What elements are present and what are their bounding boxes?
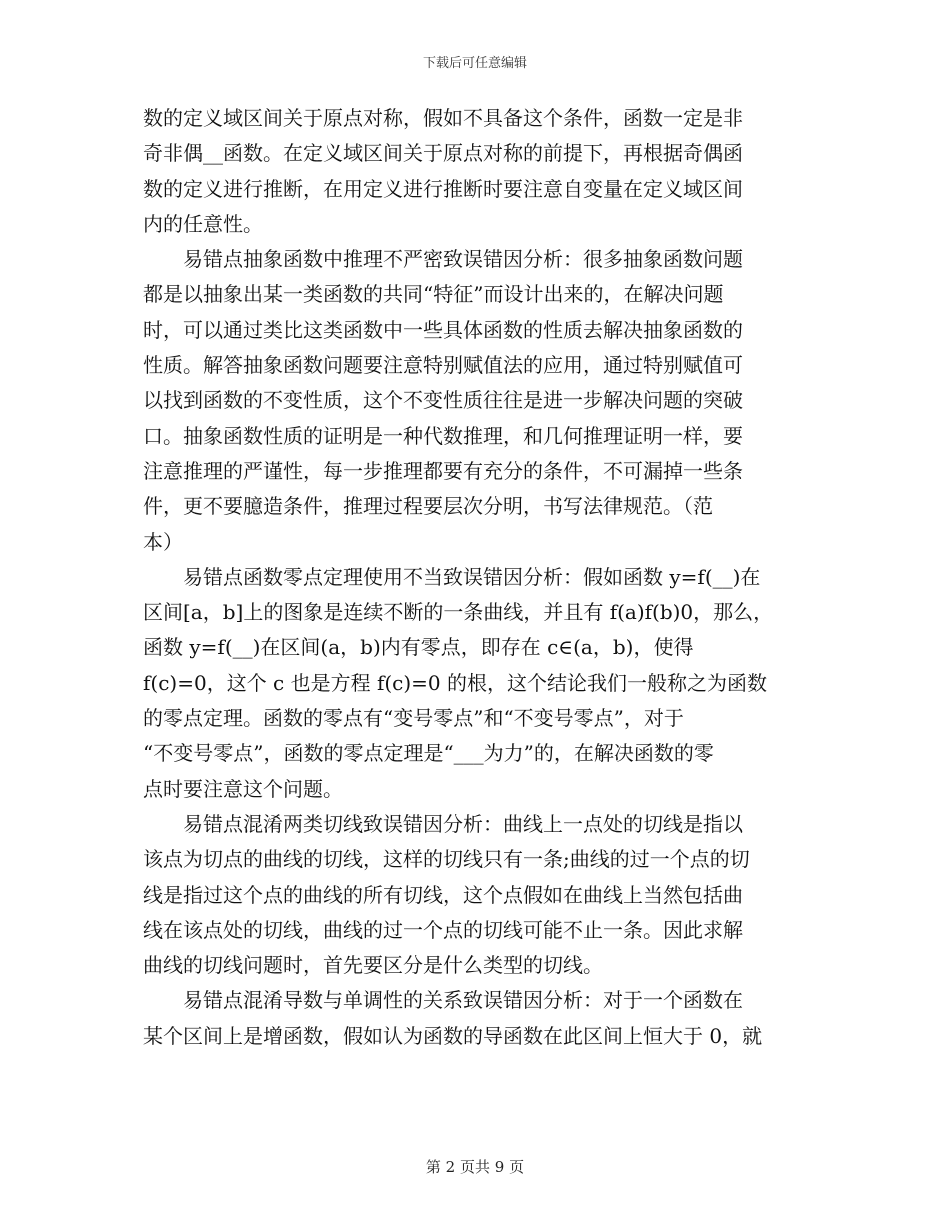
page-header: 下载后可任意编辑 <box>422 56 527 71</box>
text-line: 易错点函数零点定理使用不当致误错因分析：假如函数 y=f(__)在 <box>183 564 761 589</box>
text-line: 奇非偶__函数。在定义域区间关于原点对称的前提下，再根据奇偶函 <box>143 141 743 166</box>
paragraph <box>143 242 843 560</box>
text-line: 数的定义进行推断，在用定义进行推断时要注意自变量在定义域区间 <box>143 176 743 201</box>
paragraph <box>143 101 843 242</box>
text-line: 时，可以通过类比这类函数中一些具体函数的性质去解决抽象函数的 <box>143 317 743 342</box>
text-line: 易错点混淆导数与单调性的关系致误错因分析：对于一个函数在 <box>183 988 743 1013</box>
text-line: 都是以抽象出某一类函数的共同“特征”而设计出来的，在解决问题 <box>143 282 724 307</box>
text-line: 易错点抽象函数中推理不严密致误错因分析：很多抽象函数问题 <box>183 247 743 272</box>
text-line: 函数 y=f(__)在区间(a，b)内有零点，即存在 c∈(a，b)，使得 <box>143 635 694 660</box>
paragraph <box>143 983 843 1054</box>
text-line: 注意推理的严谨性，每一步推理都要有充分的条件，不可漏掉一些条 <box>143 458 743 483</box>
page-footer: 第 2 页共 9 页 <box>425 1158 525 1176</box>
text-line: f(c)=0，这个 c 也是方程 f(c)=0 的根，这个结论我们一般称之为函数 <box>143 670 768 695</box>
text-line: “不变号零点”，函数的零点定理是“___为力”的，在解决函数的零 <box>143 741 714 766</box>
text-line: 数的定义域区间关于原点对称，假如不具备这个条件，函数一定是非 <box>143 106 743 130</box>
text-line: 性质。解答抽象函数问题要注意特别赋值法的应用，通过特别赋值可 <box>143 353 743 378</box>
text-line: 以找到函数的不变性质，这个不变性质往往是进一步解决问题的突破 <box>143 388 743 413</box>
document-body <box>143 101 843 1054</box>
text-line: 区间[a，b]上的图象是连续不断的一条曲线，并且有 f(a)f(b)0，那么， <box>143 600 774 625</box>
text-line: 线在该点处的切线，曲线的过一个点的切线可能不止一条。因此求解 <box>143 917 743 942</box>
text-line: 口。抽象函数性质的证明是一种代数推理，和几何推理证明一样，要 <box>143 423 743 448</box>
text-line: 某个区间上是增函数，假如认为函数的导函数在此区间上恒大于 0，就 <box>143 1023 763 1048</box>
paragraph <box>143 560 843 807</box>
text-line: 本） <box>143 529 183 554</box>
text-line: 线是指过这个点的曲线的所有切线，这个点假如在曲线上当然包括曲 <box>143 882 743 907</box>
text-line: 曲线的切线问题时，首先要区分是什么类型的切线。 <box>143 953 603 978</box>
text-line: 内的任意性。 <box>143 211 263 236</box>
paragraph <box>143 807 843 983</box>
text-line: 点时要注意这个问题。 <box>143 776 343 801</box>
text-line: 该点为切点的曲线的切线，这样的切线只有一条;曲线的过一个点的切 <box>143 847 750 872</box>
text-line: 的零点定理。函数的零点有“变号零点”和“不变号零点”，对于 <box>143 706 684 731</box>
text-line: 件，更不要臆造条件，推理过程要层次分明，书写法律规范。（范 <box>143 494 713 519</box>
text-line: 易错点混淆两类切线致误错因分析：曲线上一点处的切线是指以 <box>183 811 743 836</box>
